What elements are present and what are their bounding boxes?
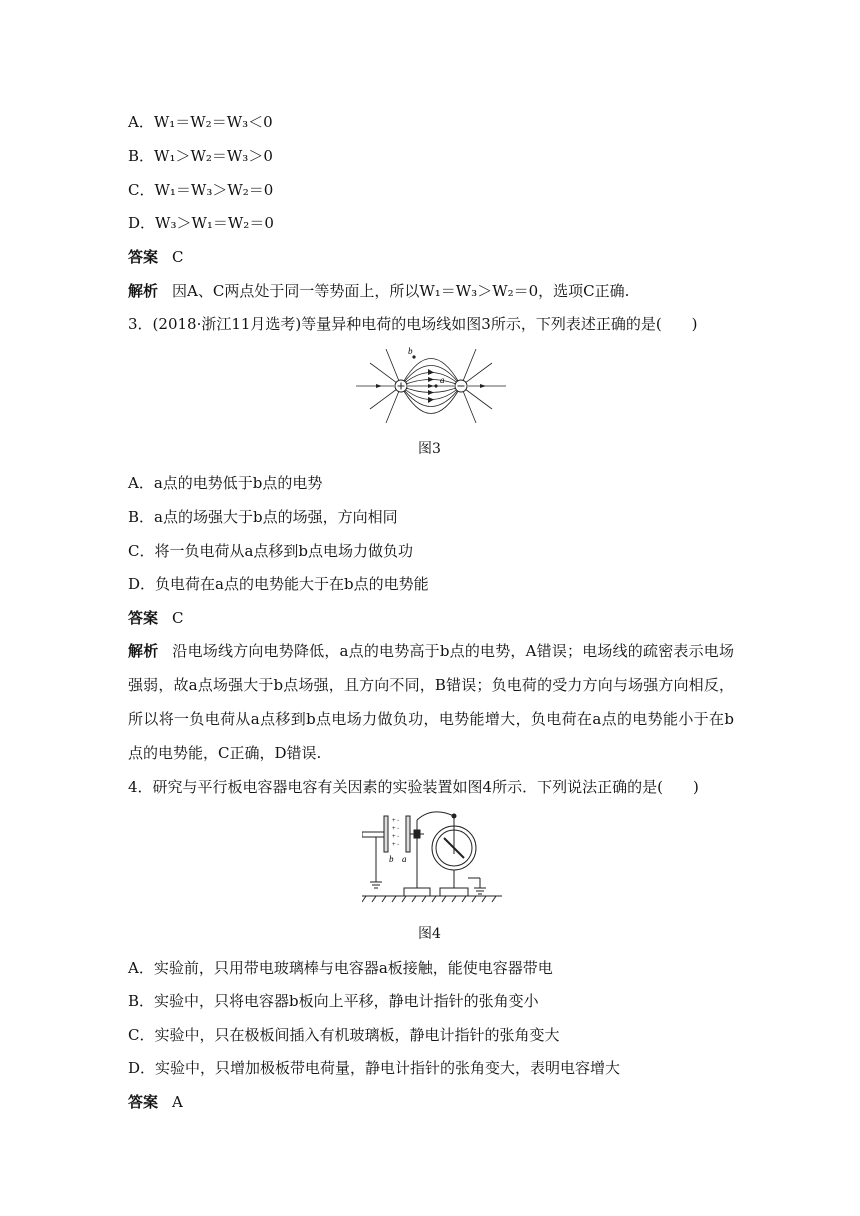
q3-analysis [128, 634, 734, 770]
q2-option-c: C．W₁＝W₃＞W₂＝0 [128, 181, 274, 199]
q3-option-d: D．负电荷在a点的电势能大于在b点的电势能 [128, 575, 429, 593]
answer-label: 答案 [128, 248, 159, 266]
q2-option-b: B．W₁＞W₂＝W₃＞0 [128, 147, 273, 165]
point-a-label: a [440, 375, 445, 385]
q3-option-b: B．a点的场强大于b点的场强，方向相同 [128, 508, 398, 526]
analysis-text: 沿电场线方向电势降低，a点的电势高于b点的电势，A错误；电场线的疏密表示电场强弱，故a点场强大于b点场强，且方向不同，B错误；负电荷的受力方向与场强方向相反，所以将一负电荷从a点移到b点电场力做负功，电势能增大，负电荷在a点的电势能小于在b点的电势能，C正确，D错误. [128, 642, 734, 762]
answer-label: 答案 [128, 1093, 159, 1111]
q3-option-c: C．将一负电荷从a点移到b点电场力做负功 [128, 542, 414, 560]
figure-4-capacitor-apparatus [362, 808, 502, 908]
q4-option-d: D．实验中，只增加极板带电荷量，静电计指针的张角变大，表明电容增大 [128, 1059, 621, 1077]
q4-stem: 4．研究与平行板电容器电容有关因素的实验装置如图4所示．下列说法正确的是( ) [128, 778, 699, 796]
svg-text:+ -: + - [392, 842, 400, 848]
figure-3-field-lines [356, 345, 506, 427]
svg-text:+ -: + - [392, 818, 400, 824]
svg-text:+ -: + - [392, 826, 400, 832]
q2-answer [128, 247, 184, 267]
q2-analysis [128, 281, 629, 301]
q3-option-a: A．a点的电势低于b点的电势 [128, 474, 323, 492]
analysis-text: 因A、C两点处于同一等势面上，所以W₁＝W₃＞W₂＝0，选项C正确. [172, 282, 630, 300]
point-b-label: b [408, 346, 413, 356]
figure-3-caption: 图3 [418, 441, 441, 457]
answer-value: A [172, 1093, 183, 1111]
q4-answer [128, 1092, 183, 1112]
q2-option-d: D．W₃＞W₁＝W₂＝0 [128, 214, 274, 232]
q2-option-a: A．W₁＝W₂＝W₃＜0 [128, 113, 273, 131]
svg-text:+ -: + - [392, 834, 400, 840]
q3-stem: 3．(2018·浙江11月选考)等量异种电荷的电场线如图3所示，下列表述正确的是( ) [128, 315, 698, 333]
plate-a-label: a [402, 854, 407, 864]
answer-value: C [172, 609, 184, 627]
figure-4-caption: 图4 [418, 926, 441, 942]
q4-option-b: B．实验中，只将电容器b板向上平移，静电计指针的张角变小 [128, 992, 539, 1010]
q4-option-c: C．实验中，只在极板间插入有机玻璃板，静电计指针的张角变大 [128, 1026, 560, 1044]
q4-option-a: A．实验前，只用带电玻璃棒与电容器a板接触，能使电容器带电 [128, 959, 553, 977]
analysis-label: 解析 [128, 282, 159, 300]
answer-label: 答案 [128, 609, 159, 627]
q3-answer [128, 608, 184, 628]
plate-b-label: b [389, 854, 394, 864]
answer-value: C [172, 248, 184, 266]
analysis-label: 解析 [128, 642, 159, 660]
